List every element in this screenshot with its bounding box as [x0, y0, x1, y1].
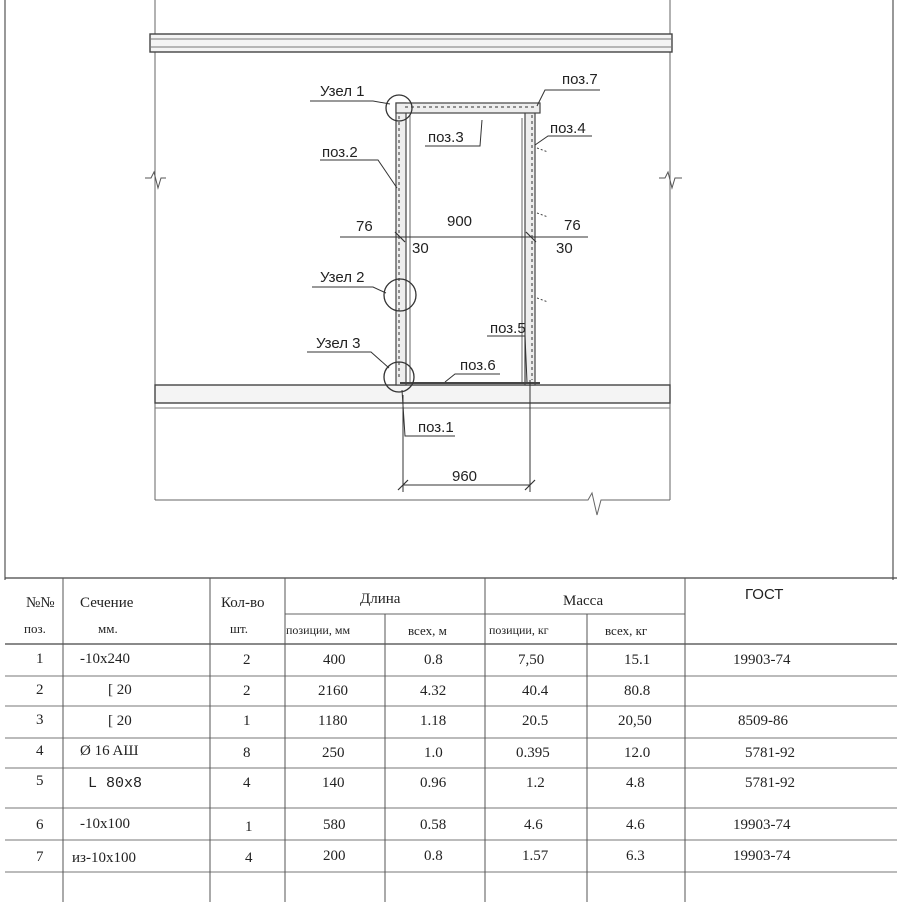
dim-30-right: 30 — [556, 240, 573, 257]
row7-section: из-10x100 — [72, 850, 136, 866]
row2-len-all: 4.32 — [420, 683, 447, 699]
row5-mass-pos: 1.2 — [526, 775, 545, 791]
row7-len-all: 0.8 — [424, 848, 443, 864]
header-gost: ГОСТ — [745, 586, 784, 603]
row1-len-pos: 400 — [323, 652, 346, 668]
header-mass-pos: позиции, кг — [489, 623, 549, 637]
row6-qty: 1 — [245, 819, 253, 835]
row6-mass-all: 4.6 — [626, 817, 645, 833]
leader-pos6 — [445, 374, 500, 382]
row4-len-pos: 250 — [322, 745, 345, 761]
anchor-tick — [537, 148, 548, 152]
anchor-tick — [537, 298, 548, 302]
row1-gost: 19903-74 — [733, 652, 791, 668]
row6-section: -10x100 — [80, 816, 130, 832]
label-pos2: поз.2 — [322, 144, 358, 161]
row3-gost: 8509-86 — [738, 713, 788, 729]
header-qty-sub: шт. — [230, 621, 248, 636]
row7-len-pos: 200 — [323, 848, 346, 864]
header-mass: Масса — [563, 593, 604, 609]
label-pos1: поз.1 — [418, 419, 454, 436]
row3-qty: 1 — [243, 713, 251, 729]
label-pos7: поз.7 — [562, 71, 598, 88]
row7-gost: 19903-74 — [733, 848, 791, 864]
dim-30-left: 30 — [412, 240, 429, 257]
row7-mass-all: 6.3 — [626, 848, 645, 864]
label-pos5: поз.5 — [490, 320, 526, 337]
header-section-sub: мм. — [98, 621, 118, 636]
label-node3: Узел 3 — [316, 335, 361, 352]
row7-mass-pos: 1.57 — [522, 848, 549, 864]
header-length-all: всех, м — [408, 623, 447, 638]
row1-mass-pos: 7,50 — [518, 652, 545, 668]
row3-len-pos: 1180 — [318, 713, 348, 729]
row1-mass-all: 15.1 — [624, 652, 651, 668]
dim-76-left: 76 — [356, 218, 373, 235]
header-num: №№ — [26, 595, 55, 611]
leader-node2 — [312, 287, 386, 293]
row5-gost: 5781-92 — [745, 775, 795, 791]
label-node1: Узел 1 — [320, 83, 365, 100]
leader-pos4 — [535, 136, 592, 145]
label-pos6: поз.6 — [460, 357, 496, 374]
row2-mass-all: 80.8 — [624, 683, 651, 699]
header-mass-all: всех, кг — [605, 623, 648, 638]
row7-num: 7 — [36, 849, 44, 865]
row3-len-all: 1.18 — [420, 713, 447, 729]
frame-right-post — [525, 110, 535, 385]
wall-bottom-break — [155, 493, 670, 515]
row5-num: 5 — [36, 773, 44, 789]
row1-section: -10x240 — [80, 651, 130, 667]
anchor-tick — [537, 213, 548, 217]
row4-len-all: 1.0 — [424, 745, 443, 761]
row4-gost: 5781-92 — [745, 745, 795, 761]
row4-section: Ø 16 AШ — [80, 743, 139, 759]
row6-len-pos: 580 — [323, 817, 346, 833]
header-length: Длина — [360, 591, 401, 607]
row6-len-all: 0.58 — [420, 817, 447, 833]
row5-qty: 4 — [243, 775, 251, 791]
leader-node1 — [310, 101, 390, 104]
leader-pos2 — [320, 160, 397, 188]
leader-node3 — [307, 352, 389, 368]
row3-mass-all: 20,50 — [618, 713, 652, 729]
header-qty: Кол-во — [221, 595, 265, 611]
row4-mass-pos: 0.395 — [516, 745, 550, 761]
row2-num: 2 — [36, 682, 44, 698]
label-node2: Узел 2 — [320, 269, 365, 286]
label-pos3: поз.3 — [428, 129, 464, 146]
header-length-pos: позиции, мм — [286, 623, 351, 637]
row4-mass-all: 12.0 — [624, 745, 651, 761]
row2-mass-pos: 40.4 — [522, 683, 549, 699]
row6-gost: 19903-74 — [733, 817, 791, 833]
row2-qty: 2 — [243, 683, 251, 699]
row6-mass-pos: 4.6 — [524, 817, 543, 833]
row5-mass-all: 4.8 — [626, 775, 645, 791]
row2-section: [ 20 — [108, 682, 132, 698]
row5-len-pos: 140 — [322, 775, 345, 791]
row4-num: 4 — [36, 743, 44, 759]
bottom-beam — [155, 385, 670, 403]
row6-num: 6 — [36, 817, 44, 833]
row4-qty: 8 — [243, 745, 251, 761]
header-num-sub: поз. — [24, 621, 46, 636]
top-beam — [150, 34, 672, 52]
dim-900: 900 — [447, 213, 473, 230]
row3-mass-pos: 20.5 — [522, 713, 549, 729]
row1-qty: 2 — [243, 652, 251, 668]
frame-top-lintel — [396, 103, 540, 113]
row2-len-pos: 2160 — [318, 683, 348, 699]
row3-section: [ 20 — [108, 713, 132, 729]
label-pos4: поз.4 — [550, 120, 586, 137]
row1-num: 1 — [36, 651, 44, 667]
leader-pos7 — [537, 90, 600, 106]
row3-num: 3 — [36, 712, 44, 728]
header-section: Сечение — [80, 595, 134, 611]
row1-len-all: 0.8 — [424, 652, 443, 668]
frame-left-post — [396, 103, 406, 385]
row7-qty: 4 — [245, 850, 253, 866]
dim-76-right: 76 — [564, 217, 581, 234]
dim-960: 960 — [452, 468, 478, 485]
row5-len-all: 0.96 — [420, 775, 447, 791]
row5-section: L 80x8 — [88, 775, 143, 792]
